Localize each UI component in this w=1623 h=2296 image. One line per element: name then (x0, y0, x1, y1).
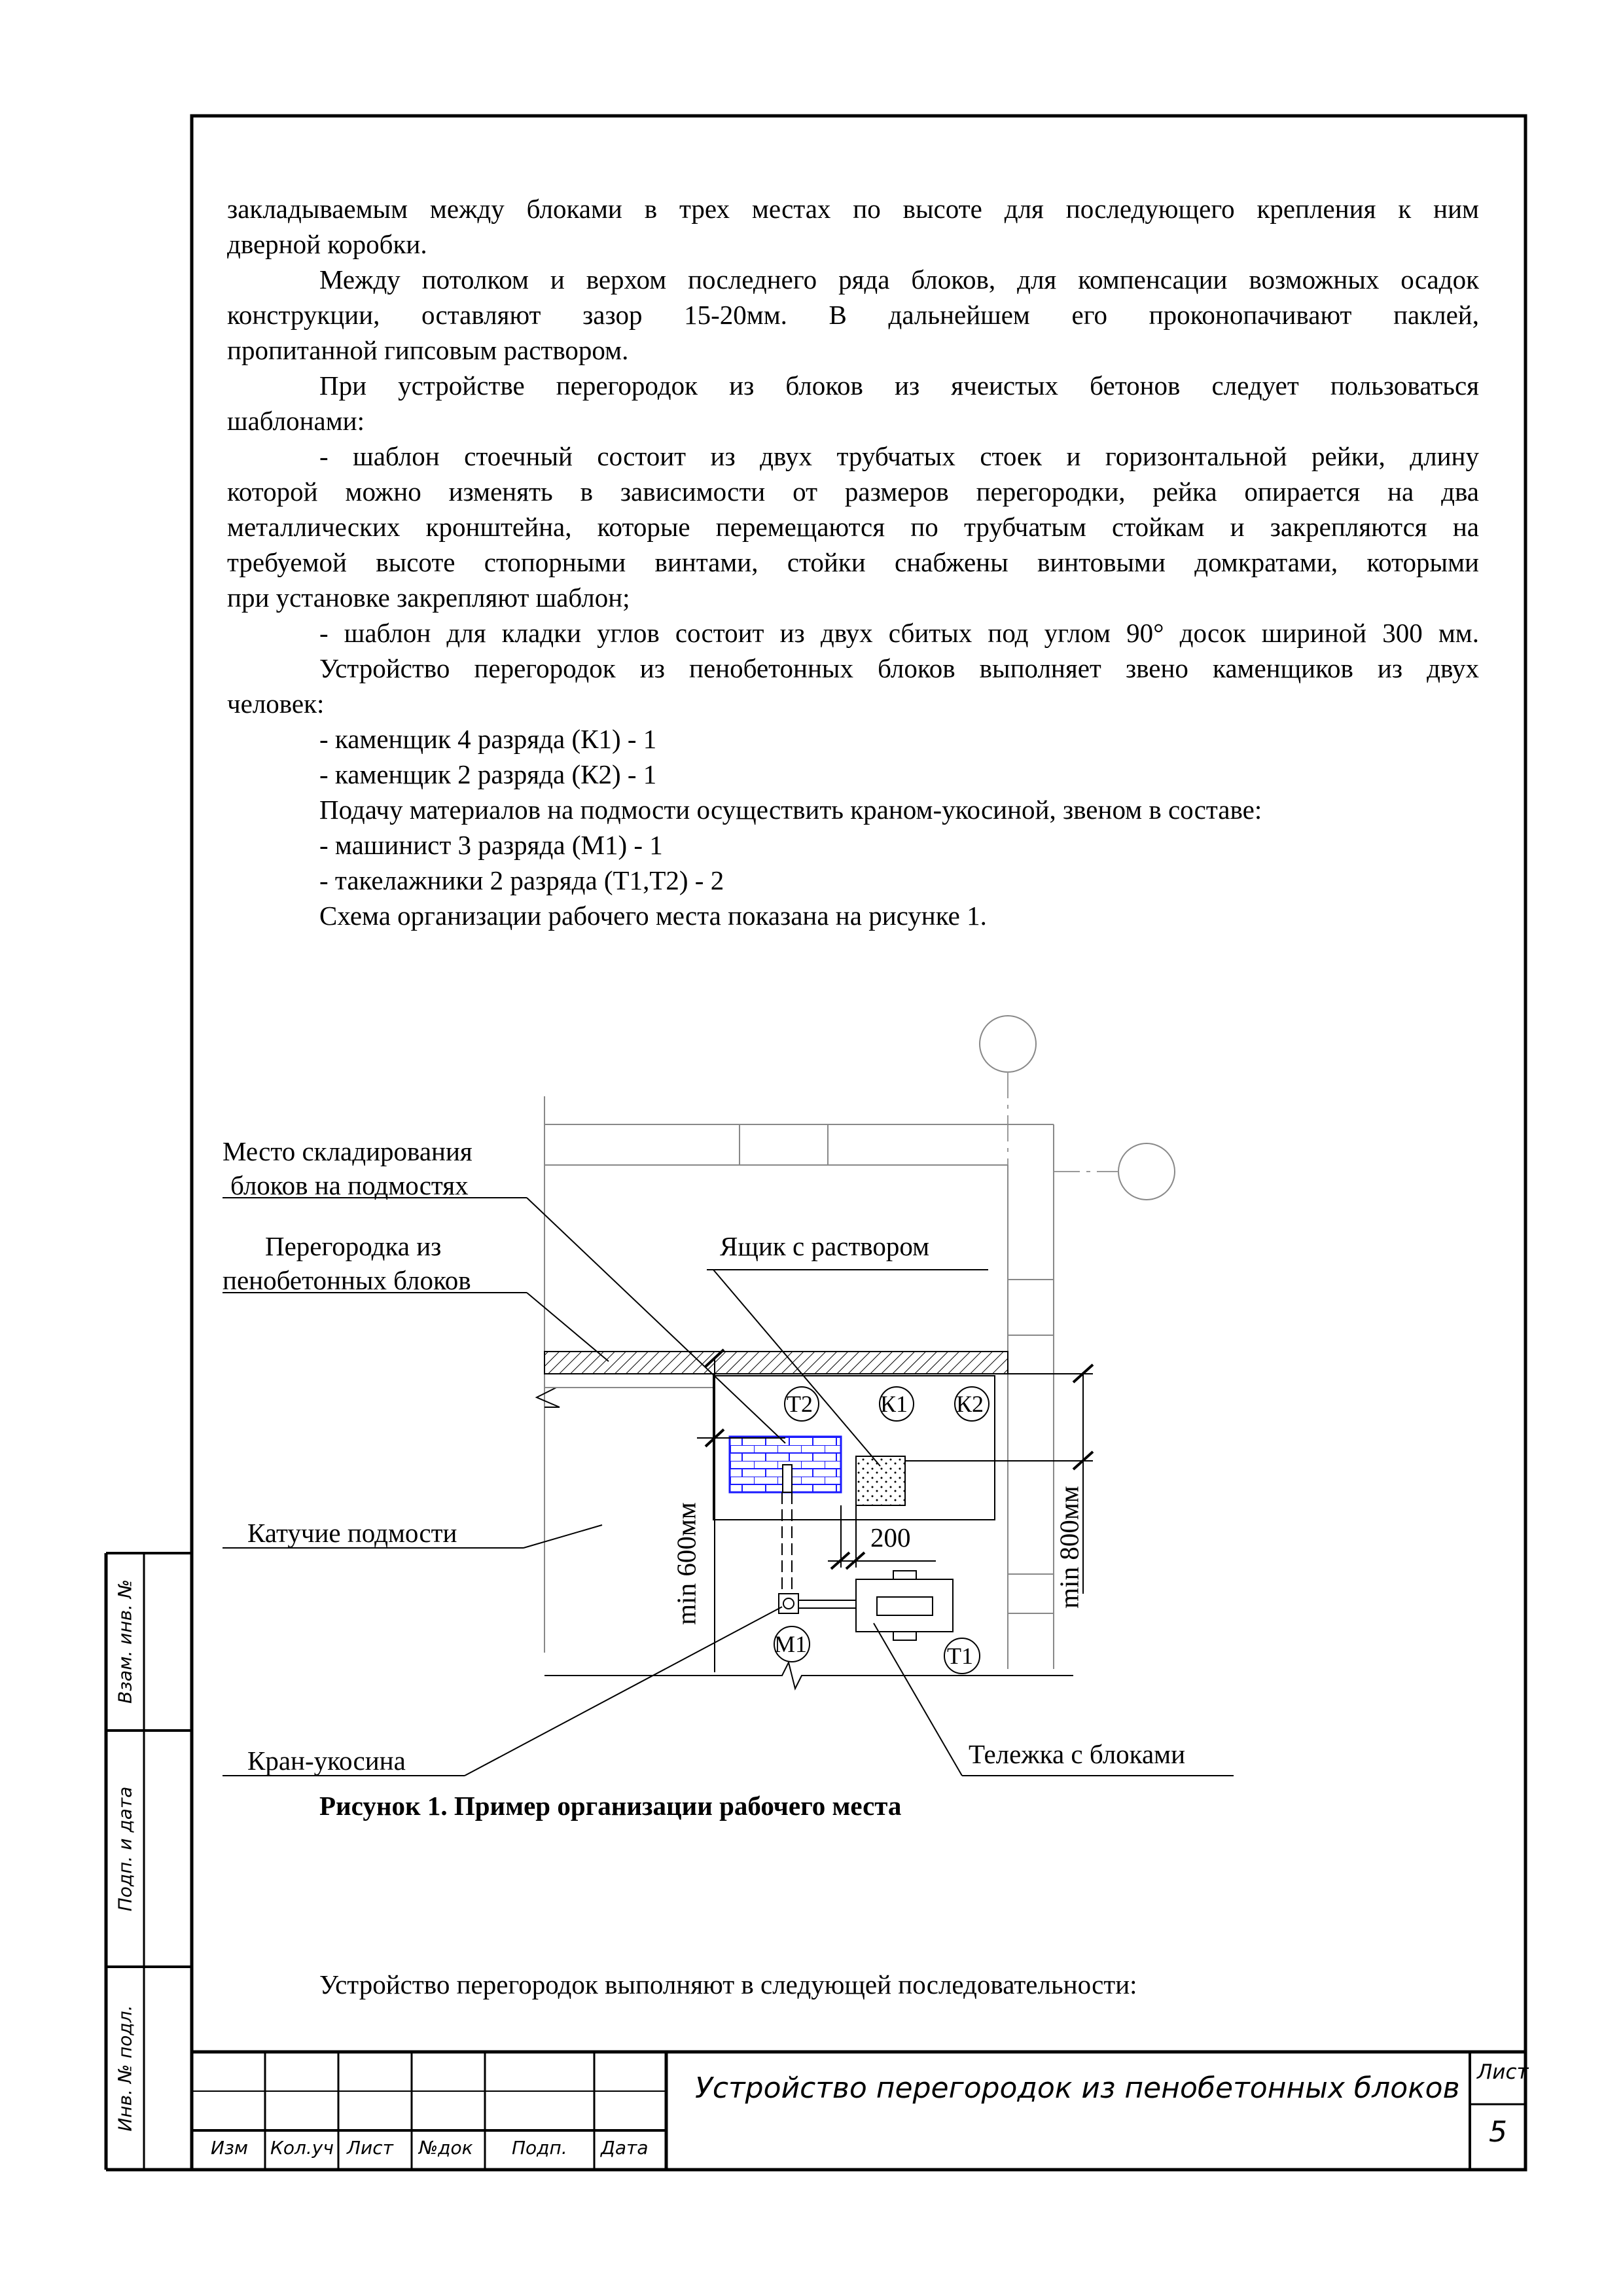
label-cart: Тележка с блоками (969, 1739, 1186, 1769)
side-label-inv: Инв. № подл. (114, 2005, 136, 2132)
body-line: - шаблон стоечный состоит из двух трубчатых стоек и горизонтальной рейки, длину (319, 441, 1479, 471)
body-line: Устройство перегородок из пенобетонных блоков выполняет звено каменщиков из двух (319, 653, 1479, 683)
stamp-col-podp: Подп. (512, 2137, 567, 2159)
dimension-min-800: min 800мм (1054, 1486, 1084, 1609)
mortar-box (856, 1456, 905, 1505)
stamp-sheet-label: Лист (1477, 2060, 1529, 2084)
label-storage-line2: блоков на подмостях (230, 1170, 469, 1200)
body-line: - шаблон для кладки углов состоит из двух сбитых под углом 90° досок шириной 300 мм. (319, 618, 1479, 648)
body-line: - такелажники 2 разряда (Т1,Т2) - 2 (319, 865, 724, 895)
body-line: При устройстве перегородок из блоков из ячеистых бетонов следует пользоваться (319, 370, 1479, 401)
dimension-min-600: min 600мм (671, 1502, 702, 1625)
body-line: закладываемым между блоками в трех местах по высоте для последующего крепления к ним (227, 194, 1479, 224)
closing-line: Устройство перегородок выполняют в следующей последовательности: (319, 1969, 1137, 2000)
worker-t2-label: Т2 (787, 1391, 813, 1417)
body-line: Подачу материалов на подмости осуществить краном-укосиной, звеном в составе: (319, 795, 1262, 825)
body-line: пропитанной гипсовым раствором. (227, 335, 629, 365)
side-label-vzam: Взам. инв. № (114, 1579, 136, 1704)
body-line: конструкции, оставляют зазор 15-20мм. В дальнейшем его проконопачивают паклей, (227, 300, 1479, 330)
worker-m1-label: М1 (774, 1631, 808, 1657)
body-line: требуемой высоте стопорными винтами, стойки снабжены винтовыми домкратами, которыми (227, 547, 1479, 577)
body-line: которой можно изменять в зависимости от размеров перегородки, рейка опирается на два (227, 476, 1479, 507)
worker-k1-label: К1 (880, 1391, 908, 1417)
label-mortar-box: Ящик с раствором (720, 1231, 930, 1261)
label-crane: Кран-укосина (247, 1746, 406, 1776)
body-line: при установке закрепляют шаблон; (227, 583, 630, 613)
stamp-col-izm: Изм (211, 2137, 248, 2159)
dimension-200: 200 (870, 1522, 911, 1552)
axis-marker (980, 1016, 1036, 1072)
figure-caption: Рисунок 1. Пример организации рабочего места (319, 1791, 902, 1821)
stamp-title: Устройство перегородок из пенобетонных блоков (695, 2072, 1460, 2105)
body-line: дверной коробки. (227, 229, 427, 259)
axis-marker (1118, 1143, 1175, 1200)
label-partition-line1: Перегородка из (265, 1231, 442, 1261)
worker-k2-label: К2 (956, 1391, 984, 1417)
stamp-col-koluch: Кол.уч (270, 2137, 334, 2159)
label-partition-line2: пенобетонных блоков (223, 1265, 471, 1295)
stamp-col-ndok: №док (419, 2137, 473, 2159)
body-line: Между потолком и верхом последнего ряда блоков, для компенсации возможных осадок (319, 264, 1479, 295)
body-line: шаблонами: (227, 406, 365, 436)
stamp-col-data: Дата (601, 2137, 649, 2159)
stamp-sheet-number: 5 (1489, 2115, 1507, 2149)
worker-t1-label: Т1 (947, 1643, 973, 1669)
body-line: металлических кронштейна, которые перемещаются по трубчатым стойкам и закрепляются на (227, 512, 1479, 542)
body-line: человек: (227, 689, 325, 719)
partition-wall (544, 1352, 1008, 1374)
side-label-podp: Подп. и дата (114, 1786, 136, 1912)
stamp-col-list: Лист (347, 2137, 393, 2159)
body-line: - каменщик 2 разряда (К2) - 1 (319, 759, 657, 789)
body-line: - каменщик 4 разряда (К1) - 1 (319, 724, 657, 754)
label-scaffold: Катучие подмости (247, 1518, 457, 1548)
body-line: Схема организации рабочего места показана на рисунке 1. (319, 901, 987, 931)
body-line: - машинист 3 разряда (М1) - 1 (319, 830, 663, 860)
label-storage-line1: Место складирования (223, 1136, 473, 1166)
